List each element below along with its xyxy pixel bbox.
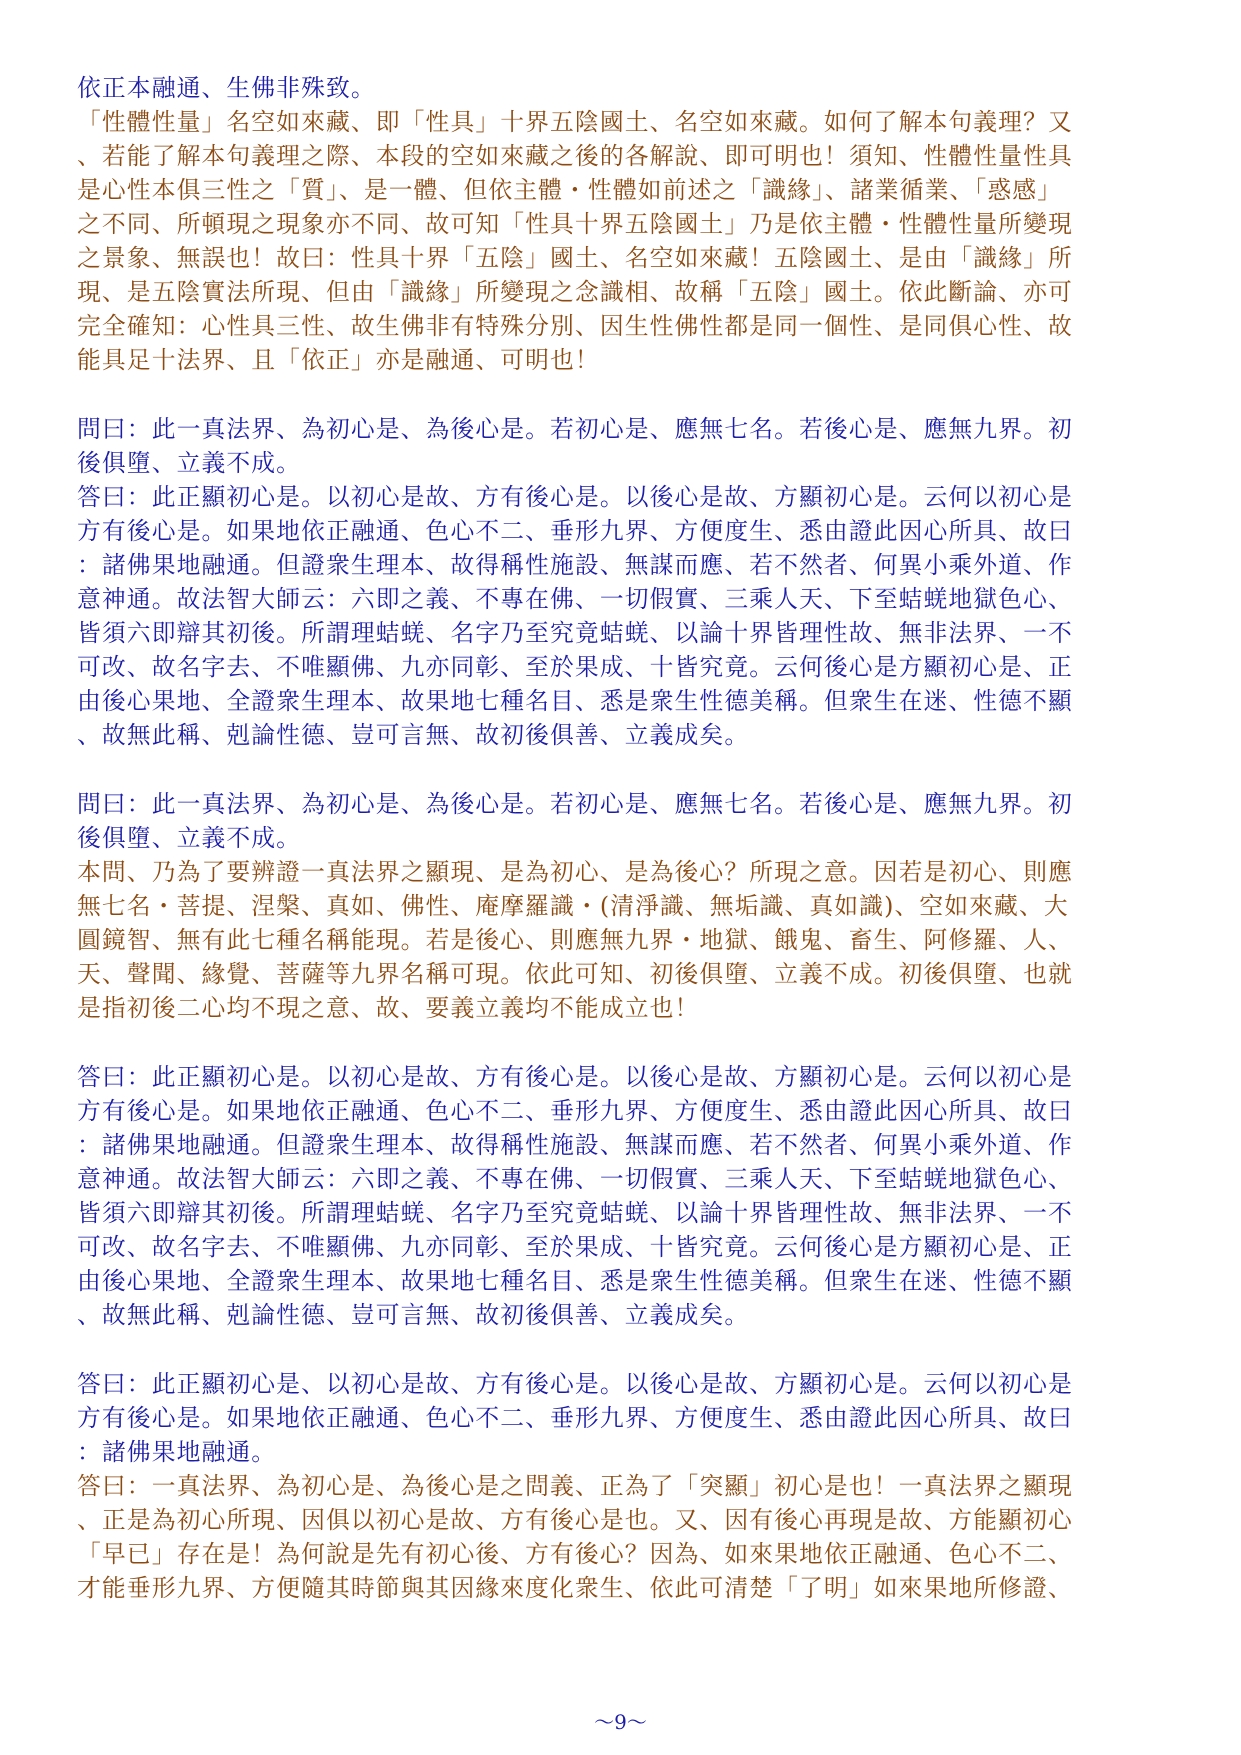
text-line: 方有後心是。如果地依正融通、色心不二、垂形九界、方便度生、悉由證此因心所具、故曰: [77, 517, 1073, 545]
text-line: 問曰：此一真法界、為初心是、為後心是。若初心是、應無七名。若後心是、應無九界。初: [77, 415, 1073, 443]
text-line: 圓鏡智、無有此七種名稱能現。若是後心、則應無九界・地獄、餓鬼、畜生、阿修羅、人、: [77, 926, 1073, 954]
text-line: 、故無此稱、剋論性德、豈可言無、故初後俱善、立義成矣。: [77, 1301, 750, 1329]
text-line: 「早已」存在是！為何說是先有初心後、方有後心？因為、如來果地依正融通、色心不二、: [77, 1540, 1073, 1568]
text-line: ：諸佛果地融通。但證衆生理本、故得稱性施設、無謀而應、若不然者、何異小乘外道、作: [77, 1131, 1073, 1159]
text-line: 、故無此稱、剋論性德、豈可言無、故初後俱善、立義成矣。: [77, 721, 750, 749]
text-line: 後俱墮、立義不成。: [77, 449, 302, 477]
text-line: 天、聲聞、緣覺、菩薩等九界名稱可現。依此可知、初後俱墮、立義不成。初後俱墮、也就: [77, 960, 1073, 988]
text-line: 能具足十法界、且「依正」亦是融通、可明也！: [77, 346, 600, 374]
text-line: 本問、乃為了要辨證一真法界之顯現、是為初心、是為後心？所現之意。因若是初心、則應: [77, 858, 1073, 886]
text-line: 可改、故名字去、不唯顯佛、九亦同彰、至於果成、十皆究竟。云何後心是方顯初心是、正: [77, 1233, 1073, 1261]
text-line: 現、是五陰實法所現、但由「識緣」所變現之念識相、故稱「五陰」國土。依此斷論、亦可: [77, 278, 1073, 306]
text-line: 皆須六即辯其初後。所謂理蛣蜣、名字乃至究竟蛣蜣、以論十界皆理性故、無非法界、一不: [77, 1199, 1073, 1227]
text-line: 可改、故名字去、不唯顯佛、九亦同彰、至於果成、十皆究竟。云何後心是方顯初心是、正: [77, 653, 1073, 681]
text-line: 方有後心是。如果地依正融通、色心不二、垂形九界、方便度生、悉由證此因心所具、故曰: [77, 1097, 1073, 1125]
text-line: 之不同、所頓現之現象亦不同、故可知「性具十界五陰國土」乃是依主體・性體性量所變現: [77, 210, 1073, 238]
text-line: 是指初後二心均不現之意、故、要義立義均不能成立也！: [77, 994, 700, 1022]
text-line: 答曰：此正顯初心是。以初心是故、方有後心是。以後心是故、方顯初心是。云何以初心是: [77, 1063, 1073, 1091]
text-line: 方有後心是。如果地依正融通、色心不二、垂形九界、方便度生、悉由證此因心所具、故曰: [77, 1404, 1073, 1432]
text-line: ：諸佛果地融通。但證衆生理本、故得稱性施設、無謀而應、若不然者、何異小乘外道、作: [77, 551, 1073, 579]
text-line: 完全確知：心性具三性、故生佛非有特殊分別、因生性佛性都是同一個性、是同俱心性、故: [77, 312, 1073, 340]
text-line: 後俱墮、立義不成。: [77, 824, 302, 852]
text-line: 答曰：一真法界、為初心是、為後心是之問義、正為了「突顯」初心是也！一真法界之顯現: [77, 1472, 1073, 1500]
text-line: 皆須六即辯其初後。所謂理蛣蜣、名字乃至究竟蛣蜣、以論十界皆理性故、無非法界、一不: [77, 619, 1073, 647]
text-line: ：諸佛果地融通。: [77, 1438, 277, 1466]
text-line: 問曰：此一真法界、為初心是、為後心是。若初心是、應無七名。若後心是、應無九界。初: [77, 790, 1073, 818]
text-line: 意神通。故法智大師云：六即之義、不專在佛、一切假實、三乘人天、下至蛣蜣地獄色心、: [77, 585, 1073, 613]
text-line: 依正本融通、生佛非殊致。: [77, 74, 376, 102]
page-number: ～9～: [594, 1710, 647, 1734]
text-line: 「性體性量」名空如來藏、即「性具」十界五陰國土、名空如來藏。如何了解本句義理？又: [77, 108, 1073, 136]
text-line: 、正是為初心所現、因俱以初心是故、方有後心是也。又、因有後心再現是故、方能顯初心: [77, 1506, 1073, 1534]
text-line: 由後心果地、全證衆生理本、故果地七種名目、悉是衆生性德美稱。但衆生在迷、性德不顯: [77, 687, 1073, 715]
text-line: 意神通。故法智大師云：六即之義、不專在佛、一切假實、三乘人天、下至蛣蜣地獄色心、: [77, 1165, 1073, 1193]
text-line: 答曰：此正顯初心是。以初心是故、方有後心是。以後心是故、方顯初心是。云何以初心是: [77, 483, 1073, 511]
text-line: 、若能了解本句義理之際、本段的空如來藏之後的各解說、即可明也！須知、性體性量性具: [77, 142, 1073, 170]
text-line: 才能垂形九界、方便隨其時節與其因緣來度化衆生、依此可清楚「了明」如來果地所修證、: [77, 1574, 1073, 1602]
document-page: [77, 0, 1167, 1755]
text-line: 無七名・菩提、涅槃、真如、佛性、庵摩羅識・(清淨識、無垢識、真如識)、空如來藏、大: [77, 892, 1069, 920]
text-line: 是心性本俱三性之「質」、是一體、但依主體・性體如前述之「識緣」、諸業循業、「惑感」: [77, 176, 1063, 204]
text-line: 由後心果地、全證衆生理本、故果地七種名目、悉是衆生性德美稱。但衆生在迷、性德不顯: [77, 1267, 1073, 1295]
text-line: 之景象、無誤也！故曰：性具十界「五陰」國土、名空如來藏！五陰國土、是由「識緣」所: [77, 244, 1073, 272]
text-line: 答曰：此正顯初心是、以初心是故、方有後心是。以後心是故、方顯初心是。云何以初心是: [77, 1370, 1073, 1398]
